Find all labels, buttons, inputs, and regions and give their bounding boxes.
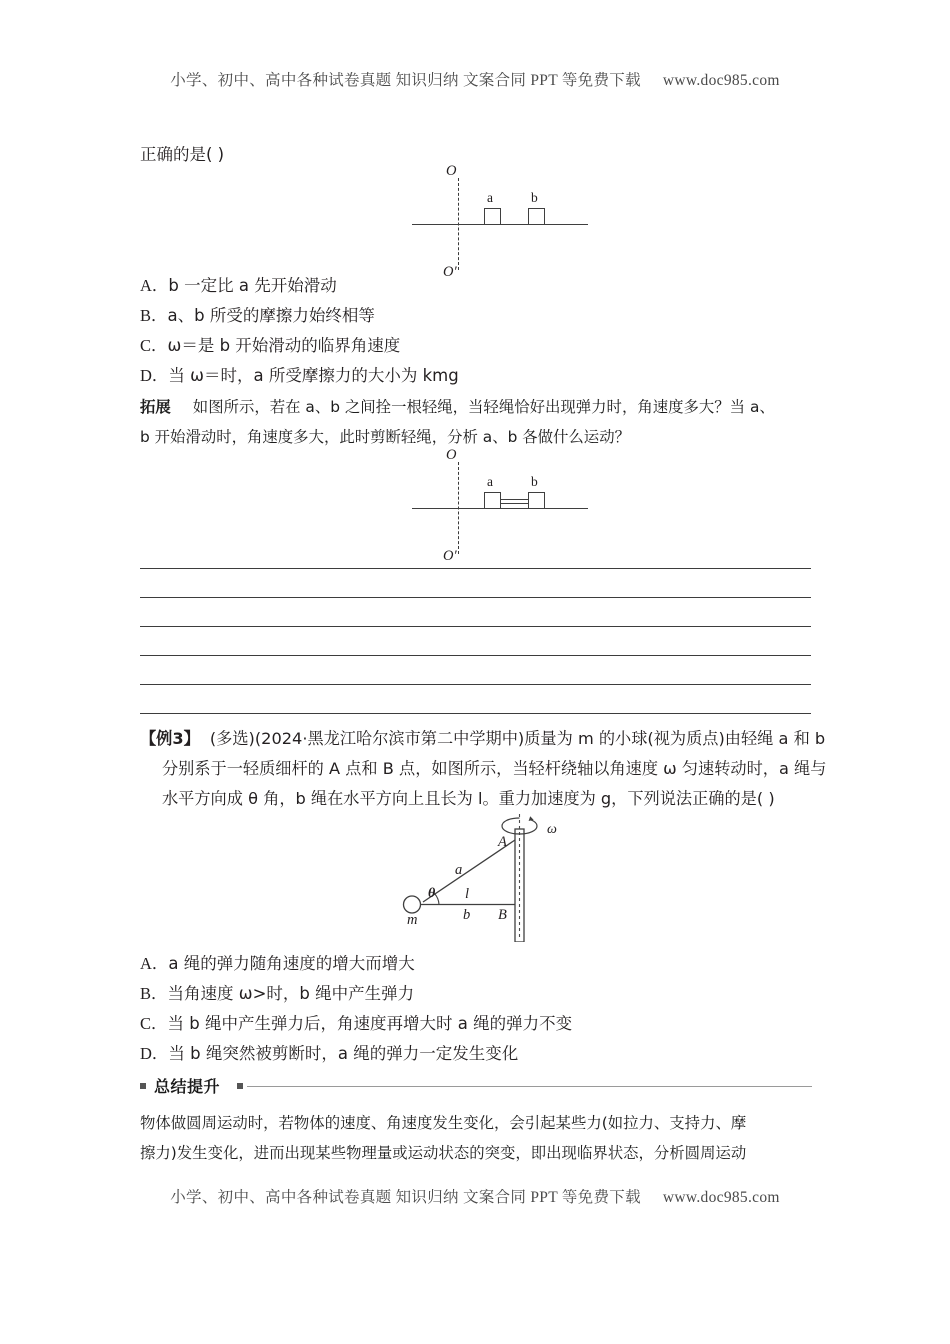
option-b-q3 (140, 980, 414, 1004)
block-b-label-1: b (531, 190, 538, 205)
block-a-1 (484, 208, 501, 224)
summary-line-1: 物体做圆周运动时，若物体的速度、角速度发生变化，会引起某些力(如拉力、支持力、摩 (140, 1114, 747, 1132)
option-d-q3-label: D． (140, 1044, 169, 1063)
answer-rule-line (140, 655, 811, 656)
option-c-q3-text: 当 b 绳中产生弹力后，角速度再增大时 a 绳的弹力不变 (167, 1014, 573, 1033)
option-a-q1 (140, 272, 337, 296)
axis-bottom-label-1: O′ (443, 264, 457, 280)
watermark-top (0, 68, 950, 90)
option-d-q1 (140, 362, 459, 386)
example3-line-2: 分别系于一轻质细杆的 A 点和 B 点，如图所示，当轻杆绕轴以角速度 ω 匀速转动时，a 绳与 (162, 759, 827, 778)
option-c-q1-text: ω＝是 b 开始滑动的临界角速度 (167, 336, 401, 355)
extension-line-1 (140, 392, 816, 422)
summary-line-2: 擦力)发生变化，进而出现某些物理量或运动状态的突变，即出现临界状态，分析圆周运动 (140, 1144, 747, 1162)
light-rope (501, 499, 528, 504)
example3-line-3: 水平方向成 θ 角，b 绳在水平方向上且长为 l。重力加速度为 g，下列说法正确的是( ) (162, 789, 775, 808)
option-b-q1-label: B． (140, 306, 168, 325)
summary-divider (247, 1086, 812, 1087)
answer-rule-line (140, 713, 811, 714)
block-b-label-2: b (531, 474, 538, 489)
ball-m (404, 896, 421, 913)
block-a-2 (484, 492, 501, 508)
answer-rule-line (140, 626, 811, 627)
extension-line-2: b 开始滑动时，角速度多大，此时剪断轻绳，分析 a、b 各做什么运动？ (140, 428, 630, 446)
option-c-q1 (140, 332, 400, 356)
watermark-bottom (0, 1185, 950, 1207)
bullet-square-right-icon (237, 1083, 243, 1089)
answer-rule-line (140, 597, 811, 598)
option-d-q3-text: 当 b 绳突然被剪断时，a 绳的弹力一定发生变化 (168, 1044, 519, 1063)
block-b-2 (528, 492, 545, 508)
plank-line-1 (412, 224, 588, 225)
mass-m-label: m (407, 912, 418, 928)
axis-top-label-1: O (446, 163, 457, 179)
example3-marker: 【例3】 (140, 729, 200, 748)
plank-line-2 (412, 508, 588, 509)
watermark-text-bottom: 小学、初中、高中各种试卷真题 知识归纳 文案合同 PPT 等免费下载 (170, 1189, 641, 1206)
rotating-rod-svg (395, 812, 595, 942)
answer-rule-line (140, 684, 811, 685)
option-b-q3-text: 当角速度 ω>时，b 绳中产生弹力 (167, 984, 415, 1003)
question-stem-tail: 正确的是( ) (140, 145, 225, 164)
option-d-q1-label: D． (140, 366, 169, 385)
option-b-q1 (140, 302, 375, 326)
omega-label: ω (547, 822, 557, 837)
summary-title: 总结提升 (154, 1077, 221, 1096)
example3-text-1: (多选)(2024·黑龙江哈尔滨市第二中学期中)质量为 m 的小球(视为质点)由轻绳 a 和 b (209, 729, 826, 748)
point-a-label: A (498, 834, 507, 850)
option-c-q3 (140, 1010, 572, 1034)
figure-blocks-on-plank-1 (412, 163, 612, 282)
answer-rule-line (140, 568, 811, 569)
watermark-url-bottom: www.doc985.com (662, 1189, 780, 1206)
example3-line-1 (140, 724, 825, 754)
figure-rotating-rod (395, 812, 595, 942)
option-a-q3-label: A． (140, 954, 169, 973)
length-l-label: l (465, 886, 470, 902)
option-a-q1-text: b 一定比 a 先开始滑动 (168, 276, 337, 295)
point-b-label: B (498, 907, 507, 923)
block-a-label-1: a (487, 190, 493, 205)
bullet-square-left-icon (140, 1083, 146, 1089)
angle-theta-label: θ (428, 886, 436, 901)
figure-blocks-on-plank-2 (412, 447, 612, 566)
watermark-text: 小学、初中、高中各种试卷真题 知识归纳 文案合同 PPT 等免费下载 (170, 72, 641, 89)
block-b-1 (528, 208, 545, 224)
rope-a-label: a (455, 862, 463, 878)
summary-section-header (140, 1074, 812, 1096)
option-c-q3-label: C． (140, 1014, 168, 1033)
block-a-label-2: a (487, 474, 493, 489)
option-a-q3 (140, 950, 415, 974)
rope-b-label: b (463, 907, 471, 923)
axis-bottom-label-2: O′ (443, 548, 457, 564)
extension-tag: 拓展 (140, 398, 171, 416)
option-d-q1-text: 当 ω＝时，a 所受摩擦力的大小为 kmg (168, 366, 459, 385)
option-b-q3-label: B． (140, 984, 168, 1003)
extension-text-1: 如图所示，若在 a、b 之间拴一根轻绳，当轻绳恰好出现弹力时，角速度多大？当 a、 (192, 398, 775, 416)
watermark-url: www.doc985.com (662, 72, 780, 89)
option-a-q3-text: a 绳的弹力随角速度的增大而增大 (168, 954, 415, 973)
option-c-q1-label: C． (140, 336, 168, 355)
option-b-q1-text: a、b 所受的摩擦力始终相等 (167, 306, 375, 325)
axis-top-label-2: O (446, 447, 457, 463)
option-a-q1-label: A． (140, 276, 169, 295)
option-d-q3 (140, 1040, 518, 1064)
